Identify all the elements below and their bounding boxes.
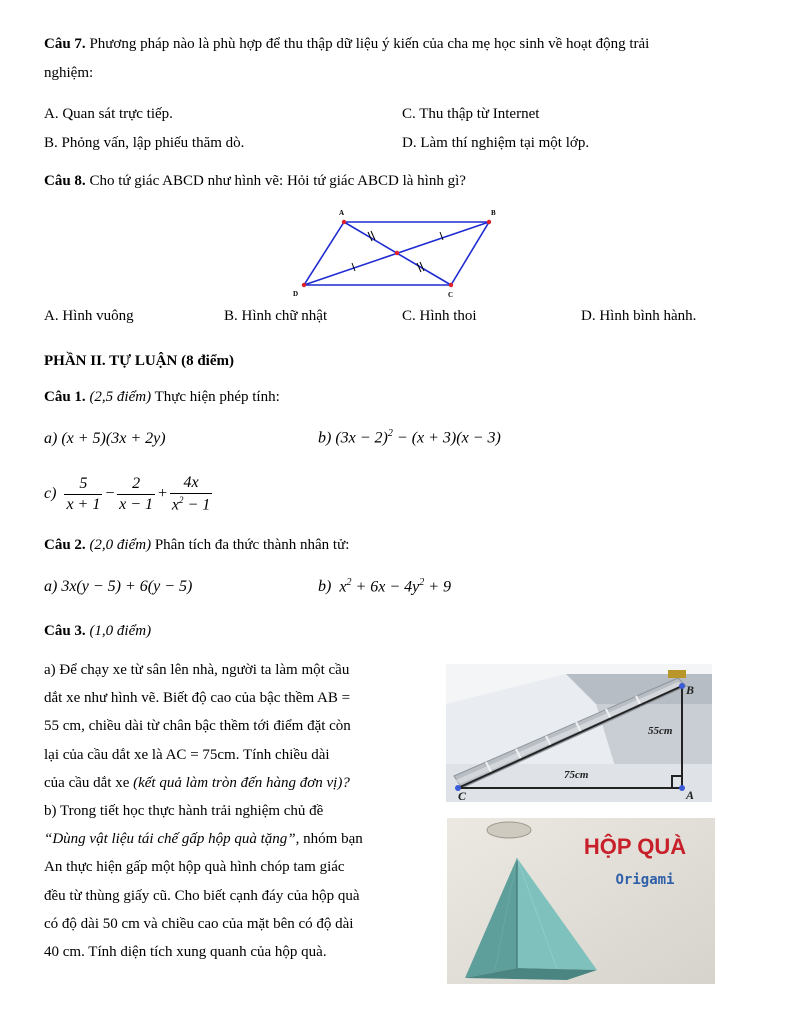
part2-title: PHẦN II. TỰ LUẬN (8 điểm) (44, 353, 234, 369)
e3-b-line: đều từ thùng giấy cũ. Cho biết cạnh đáy của hộp quà (44, 887, 360, 904)
e1-b-expr: b) (3x − 2) (318, 429, 388, 447)
e2-text: Phân tích đa thức thành nhân tử: (154, 537, 350, 553)
e3-a-line-text: của cầu dắt xe (44, 774, 130, 791)
operator-minus: − (104, 485, 116, 503)
q8-option-a: A. Hình vuông (44, 308, 134, 324)
e1-b-exponent: 2 (387, 428, 393, 439)
vertex-b (487, 220, 491, 224)
ramp-figure (446, 664, 712, 802)
e2-b-term3: + 9 (424, 578, 452, 596)
e3-b-line: có độ dài 50 cm và chiều cao của mặt bên có độ dài (44, 915, 354, 932)
fraction-3-den-base: x (171, 496, 179, 514)
label-b: B (491, 209, 496, 217)
origami-box-image (447, 818, 715, 984)
e1-points: (2,5 điểm) (89, 389, 152, 405)
label-a: A (339, 209, 345, 217)
e2-question (44, 537, 349, 554)
q7-text-cont: nghiệm: (44, 65, 94, 81)
q8-option-b: B. Hình chữ nhật (224, 308, 328, 324)
e3-b-line: 40 cm. Tính diện tích xung quanh của hộp quà. (44, 944, 327, 961)
operator-plus: + (157, 485, 168, 503)
q8-text: Cho tứ giác ABCD như hình vẽ: Hỏi tứ giác ABCD là hình gì? (89, 173, 466, 189)
e3-a-italic-note: (kết quả làm tròn đến hàng đơn vị)? (133, 774, 350, 791)
e1-part-a: a) (x + 5)(3x + 2y) (44, 430, 166, 447)
e1-question (44, 389, 280, 406)
q7-option-c: C. Thu thập từ Internet (402, 106, 540, 122)
e3-a-line: lại của cầu dắt xe là AC = 75cm. Tính chiều dài (44, 746, 330, 763)
e1-part-c (44, 474, 214, 514)
e1-c-label: c) (44, 485, 57, 503)
vertex-a (342, 220, 346, 224)
q7-question (44, 36, 649, 53)
e3-question (44, 623, 151, 640)
e3-b-line: b) Trong tiết học thực hành trải nghiệm chủ đề (44, 803, 324, 820)
e3-a-line: 55 cm, chiều dài từ chân bậc thềm tới điểm đặt còn (44, 718, 351, 735)
q7-text: Phương pháp nào là phù hợp để thu thập dữ liệu ý kiến của cha mẹ học sinh về hoạt động trải (89, 36, 650, 52)
q8-question (44, 173, 466, 190)
q8-option-c: C. Hình thoi (402, 308, 477, 324)
fraction-2-numerator: 2 (132, 474, 141, 492)
fraction-3 (170, 474, 212, 514)
fraction-3-den-rest: − 1 (183, 496, 211, 514)
e2-part-b (318, 577, 451, 596)
fraction-3-den-exponent: 2 (178, 495, 184, 505)
sticker-icon (487, 822, 531, 838)
box-title: HỘP QUÀ (583, 834, 687, 859)
vertex-d (302, 283, 306, 287)
e2-b-exp2: 2 (419, 577, 425, 588)
e2-part-a: a) 3x(y − 5) + 6(y − 5) (44, 578, 193, 595)
ramp-label-ac: 75cm (564, 769, 589, 781)
label-d: D (293, 290, 299, 298)
e2-b-term1: x (339, 578, 347, 596)
e3-b-line-rest: , nhóm bạn (295, 831, 363, 848)
label-c: C (448, 291, 454, 299)
q7-option-d: D. Làm thí nghiệm tại một lớp. (402, 135, 590, 151)
e3-b-line: An thực hiện gấp một hộp quà hình chóp tam giác (44, 859, 345, 876)
fraction-1-numerator: 5 (79, 474, 88, 492)
fraction-3-denominator (170, 493, 212, 514)
e2-b-label: b) (318, 578, 332, 596)
vertex-c (449, 283, 453, 287)
e1-b-expr-rest: − (x + 3)(x − 3) (392, 429, 501, 447)
e3-part-a (44, 656, 390, 966)
diagonal-intersection (395, 251, 399, 255)
q7-option-a: A. Quan sát trực tiếp. (44, 106, 173, 122)
e3-a-line-last (44, 769, 390, 797)
q7-label: Câu 7. (44, 36, 86, 52)
q8-option-d: D. Hình bình hành. (581, 308, 697, 324)
e3-a-line: a) Để chạy xe từ sân lên nhà, người ta làm một cầu (44, 662, 350, 678)
box-subtitle: Origami (615, 872, 675, 888)
e3-b-topic: “Dùng vật liệu tái chế gấp hộp quà tặng” (44, 831, 296, 848)
e3-label: Câu 3. (44, 623, 86, 639)
e2-label: Câu 2. (44, 537, 86, 553)
ramp-label-ab: 55cm (648, 725, 673, 737)
e1-label: Câu 1. (44, 389, 86, 405)
e1-part-b (318, 428, 501, 447)
ramp-label-b: B (686, 683, 695, 697)
fraction-1 (64, 475, 102, 514)
e2-b-term2: + 6x − 4y (351, 578, 420, 596)
fraction-3-numerator: 4x (183, 474, 199, 491)
point-b (679, 683, 685, 689)
e3-a-line: dắt xe như hình vẽ. Biết độ cao của bậc thềm AB = (44, 690, 351, 707)
q7-option-b: B. Phỏng vấn, lập phiếu thăm dò. (44, 135, 245, 151)
fraction-2-denominator: x − 1 (119, 495, 154, 513)
e2-b-exp1: 2 (346, 577, 352, 588)
ramp-label-c: C (458, 789, 467, 802)
fraction-2 (117, 475, 155, 514)
e2-points: (2,0 điểm) (89, 537, 152, 553)
ramp-label-a: A (686, 788, 695, 802)
parallelogram-figure (286, 203, 508, 303)
e1-text: Thực hiện phép tính: (154, 389, 280, 405)
e3-b-line (44, 825, 390, 853)
e3-points: (1,0 điểm) (89, 623, 152, 639)
point-a (679, 785, 685, 791)
q8-label: Câu 8. (44, 173, 86, 189)
fraction-1-denominator: x + 1 (66, 495, 101, 513)
